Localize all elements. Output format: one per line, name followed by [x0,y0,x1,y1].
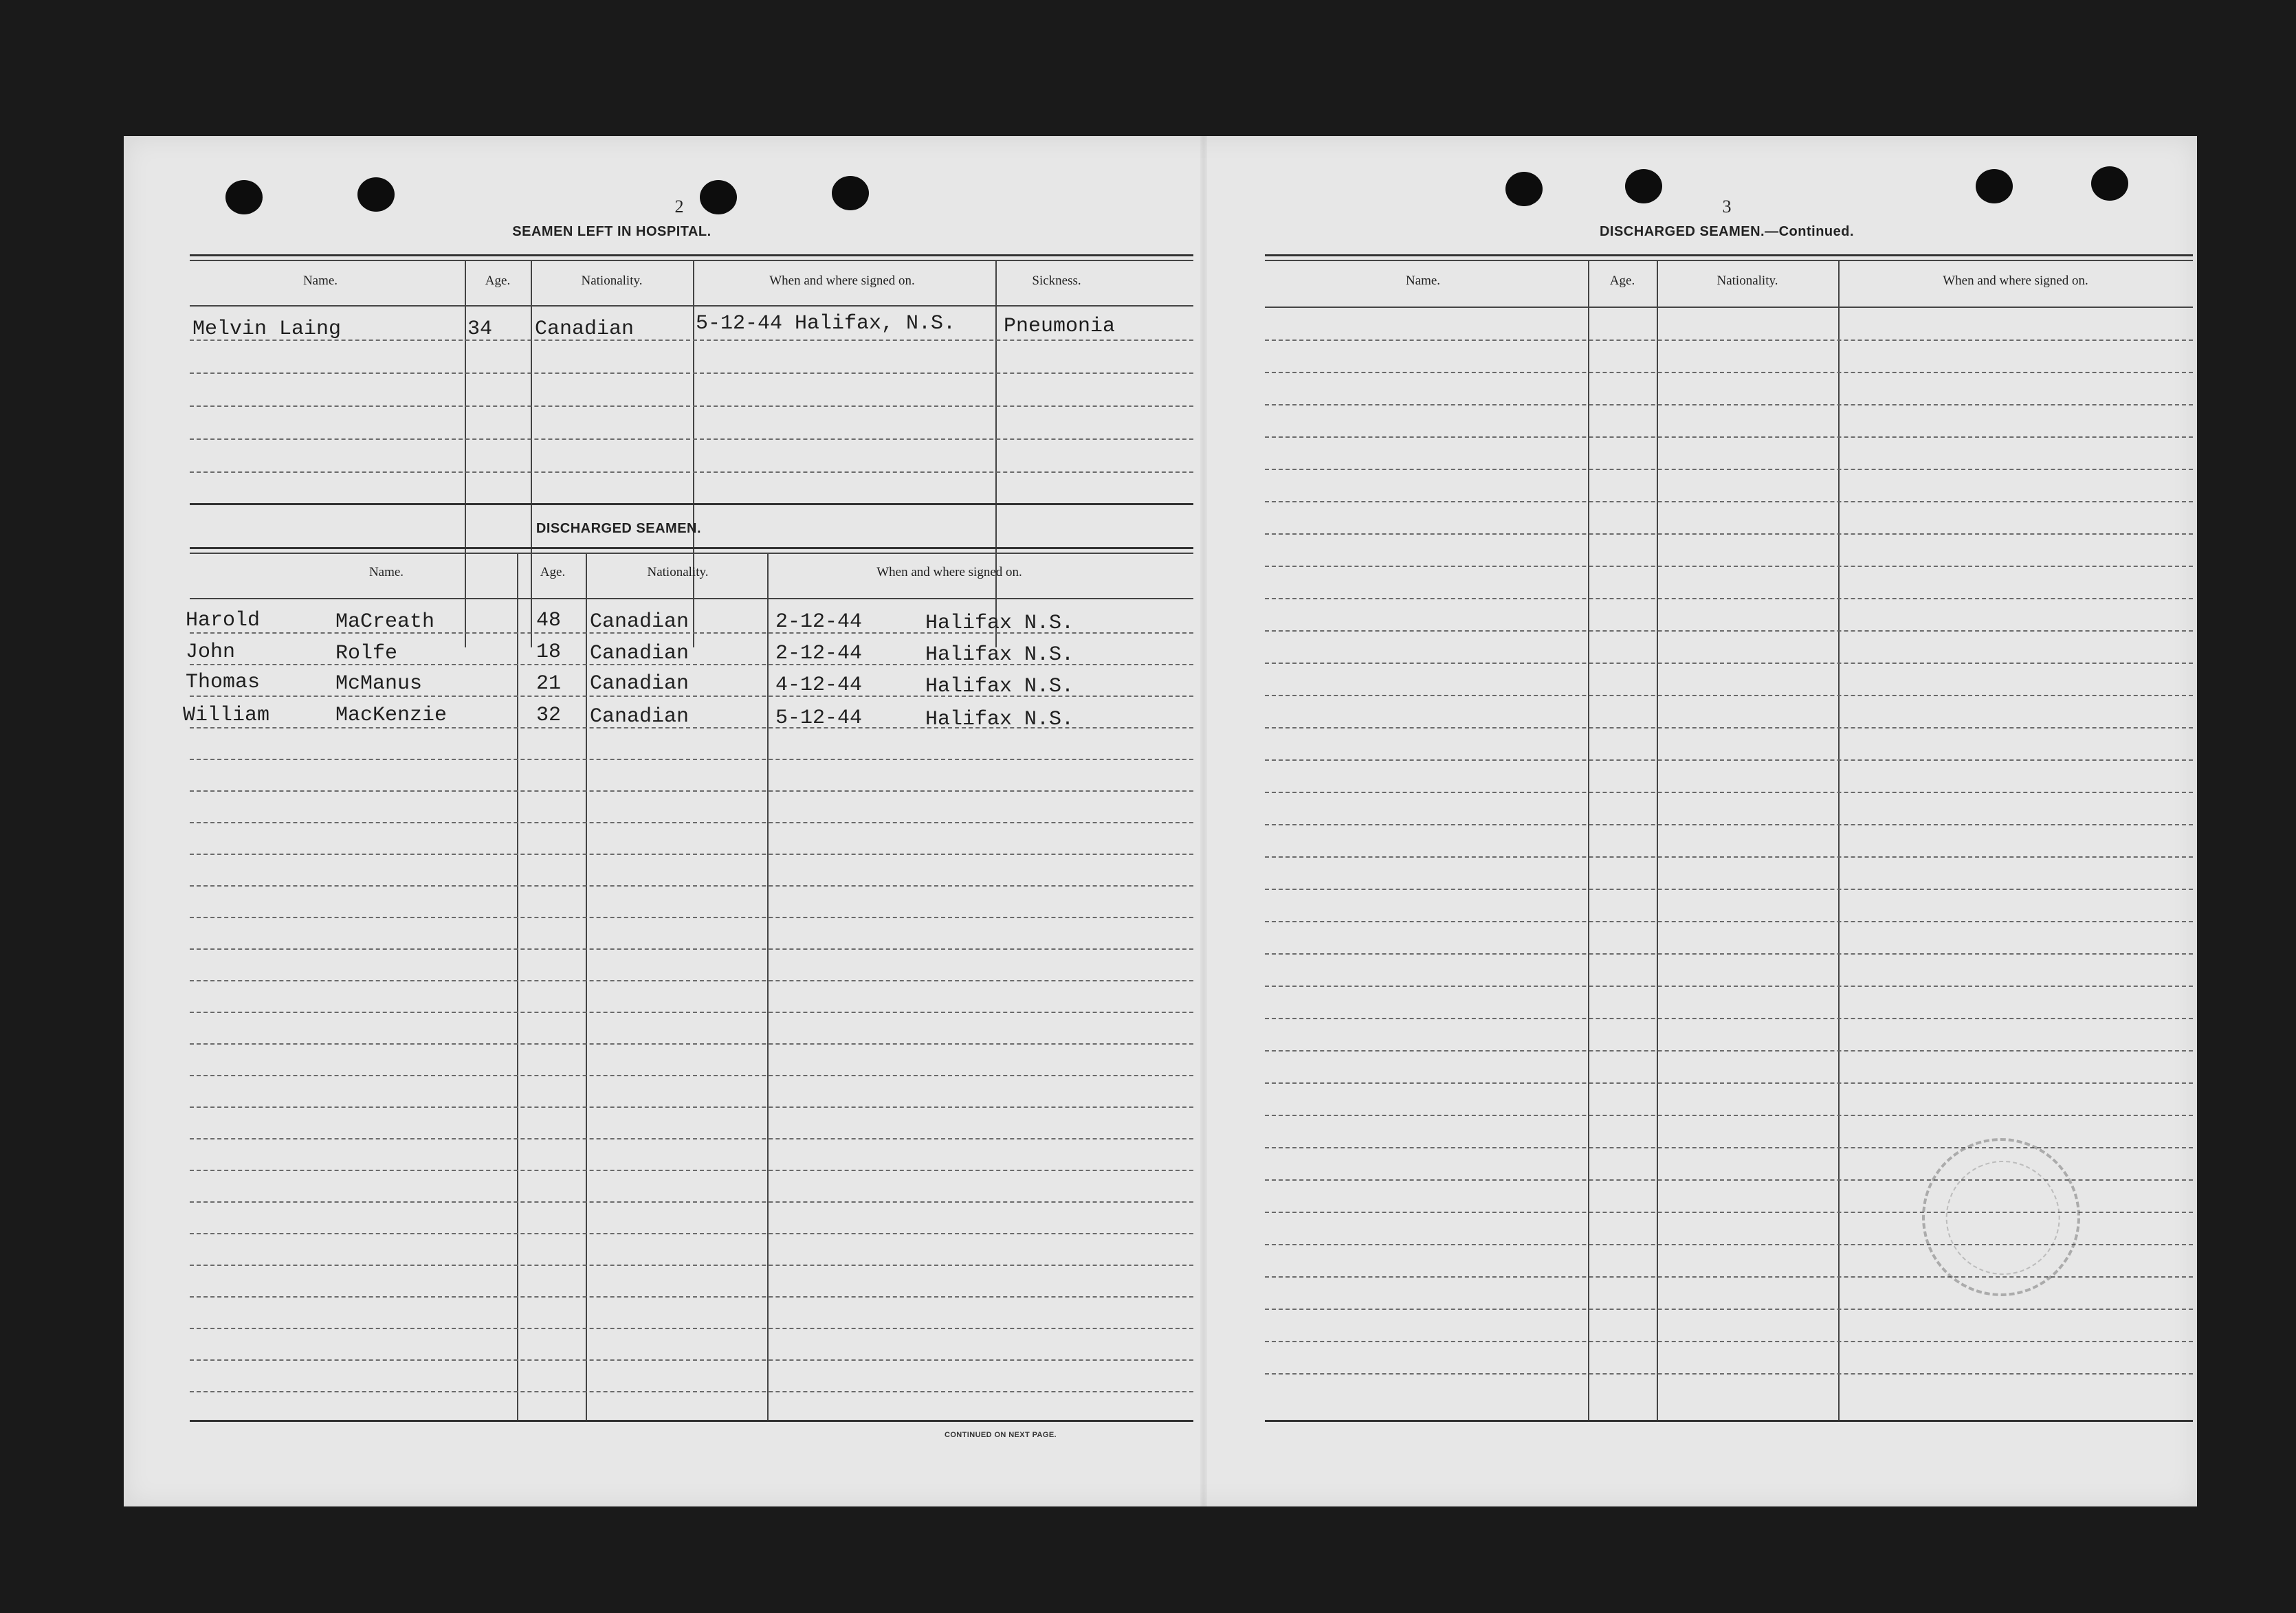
ruled-line [1265,1115,2193,1116]
discharged-nationality: Canadian [590,672,689,696]
discharged-col-signed-on: When and where signed on. [876,565,1022,579]
ruled-line [190,1012,1193,1013]
punch-hole-icon [1976,169,2013,203]
ruled-line [1265,824,2193,825]
ruled-line [1265,921,2193,922]
right-col-age: Age. [1609,274,1635,288]
hospital-row-line [190,372,1193,374]
hospital-name: Melvin Laing [192,318,342,341]
hospital-col-name: Name. [302,274,338,288]
ruled-line [1265,598,2193,599]
ruled-line [1265,630,2193,632]
hospital-section-title: SEAMEN LEFT IN HOSPITAL. [512,224,711,239]
discharged-date: 2-12-44 [775,642,863,665]
ruled-line [1265,340,2193,341]
discharged-nationality: Canadian [590,610,689,634]
hospital-bottom-rule [190,503,1193,505]
ruled-line [190,885,1193,887]
right-divider [1588,261,1589,1420]
ruled-line [190,1233,1193,1234]
discharged-age: 21 [536,672,562,696]
ruled-line [1265,953,2193,955]
hospital-col-sickness: Sickness. [1032,274,1081,288]
left-page-number: 2 [674,197,684,216]
discharged-last-name: MacKenzie [335,704,448,727]
discharged-first-name: Harold [186,609,261,632]
hospital-row-line [190,405,1193,407]
discharged-place: Halifax N.S. [925,612,1074,635]
ruled-line [1265,986,2193,987]
punch-hole-icon [1625,169,1662,203]
ruled-line [1265,727,2193,728]
ruled-line [1265,404,2193,405]
right-top-rule-2 [1265,260,2193,261]
ruled-line [1265,1050,2193,1052]
right-col-signed-on: When and where signed on. [1943,274,2088,288]
ruled-line [190,1170,1193,1171]
discharged-place: Halifax N.S. [925,643,1074,667]
hospital-divider [693,261,694,647]
right-divider [1838,261,1840,1420]
received-stamp-icon [1896,1112,2106,1322]
hospital-age: 34 [467,318,493,341]
center-fold [1200,136,1207,1506]
discharged-last-name: Rolfe [335,642,398,665]
discharged-date: 2-12-44 [775,610,863,634]
ruled-line [190,948,1193,950]
ruled-line [1265,436,2193,438]
ruled-line [1265,469,2193,470]
ruled-line [1265,1147,2193,1148]
hospital-divider [995,261,997,647]
ruled-line [1265,1082,2193,1084]
hospital-divider [465,261,466,647]
punch-hole-icon [2091,166,2128,201]
discharged-age: 18 [536,641,562,664]
hospital-header-rule [190,305,1193,307]
ruled-line [190,854,1193,855]
ruled-line [1265,1309,2193,1310]
ruled-line [1265,856,2193,858]
ruled-line [190,759,1193,760]
discharged-age: 48 [536,609,562,632]
discharged-nationality: Canadian [590,642,689,665]
ruled-line [1265,1373,2193,1375]
ruled-line [1265,372,2193,373]
right-top-rule [1265,254,2193,256]
discharged-col-name: Name. [368,565,404,579]
right-col-nationality: Nationality. [1717,274,1778,288]
discharged-first-name: William [183,704,270,727]
hospital-sickness: Pneumonia [1004,315,1116,338]
punch-hole-icon [1505,172,1543,206]
ruled-line [1265,1276,2193,1278]
discharged-divider [517,554,518,1420]
discharged-date: 4-12-44 [775,674,863,697]
ruled-line [190,1043,1193,1045]
discharged-top-rule-2 [190,553,1193,554]
ruled-line [1265,792,2193,793]
right-col-name: Name. [1405,274,1441,288]
discharged-last-name: MaCreath [335,610,435,634]
ruled-line [1265,501,2193,502]
ruled-line [1265,533,2193,535]
ruled-line [190,1075,1193,1076]
discharged-place: Halifax N.S. [925,708,1074,731]
ruled-line [190,917,1193,918]
hospital-col-age: Age. [485,274,511,288]
discharged-last-name: McManus [335,672,423,696]
ruled-line [1265,759,2193,761]
right-bottom-rule [1265,1420,2193,1422]
right-divider [1657,261,1658,1420]
discharged-divider [767,554,769,1420]
discharged-col-nationality: Nationality. [647,565,709,579]
ruled-line [1265,1018,2193,1019]
continued-note: CONTINUED ON NEXT PAGE. [945,1431,1057,1439]
ruled-line [1265,663,2193,664]
punch-hole-icon [225,180,263,214]
ruled-line [190,1328,1193,1329]
ruled-line [1265,566,2193,567]
hospital-top-rule-2 [190,260,1193,261]
hospital-row-line [190,471,1193,473]
punch-hole-icon [832,176,869,210]
discharged-divider [586,554,587,1420]
ruled-line [190,1106,1193,1108]
ruled-line [190,1391,1193,1392]
hospital-signed-on: 5-12-44 Halifax, N.S. [696,312,956,335]
hospital-row-line [190,438,1193,440]
discharged-place: Halifax N.S. [925,675,1074,698]
ruled-line [190,1359,1193,1361]
ruled-line [190,822,1193,823]
ruled-line [1265,695,2193,696]
discharged-nationality: Canadian [590,705,689,728]
document-sheet [124,136,2197,1506]
discharged-bottom-rule [190,1420,1193,1422]
punch-hole-icon [700,180,737,214]
hospital-divider [531,261,532,647]
punch-hole-icon [357,177,395,212]
ruled-line [190,790,1193,792]
discharged-age: 32 [536,704,562,727]
discharged-col-age: Age. [540,565,566,579]
right-header-rule [1265,307,2193,308]
ruled-line [190,980,1193,981]
ruled-line [1265,889,2193,890]
discharged-top-rule [190,547,1193,549]
ruled-line [190,1138,1193,1139]
discharged-first-name: John [186,641,236,664]
right-section-title: DISCHARGED SEAMEN.—Continued. [1599,224,1855,239]
hospital-top-rule [190,254,1193,256]
ruled-line [190,1265,1193,1266]
discharged-header-rule [190,598,1193,599]
hospital-col-signed-on: When and where signed on. [769,274,915,288]
right-page-number: 3 [1722,197,1732,216]
discharged-first-name: Thomas [186,671,261,694]
discharged-section-title: DISCHARGED SEAMEN. [536,521,702,536]
hospital-nationality: Canadian [535,318,634,341]
hospital-col-nationality: Nationality. [581,274,643,288]
ruled-line [190,1296,1193,1298]
ruled-line [190,1201,1193,1203]
ruled-line [1265,1341,2193,1342]
discharged-date: 5-12-44 [775,707,863,730]
